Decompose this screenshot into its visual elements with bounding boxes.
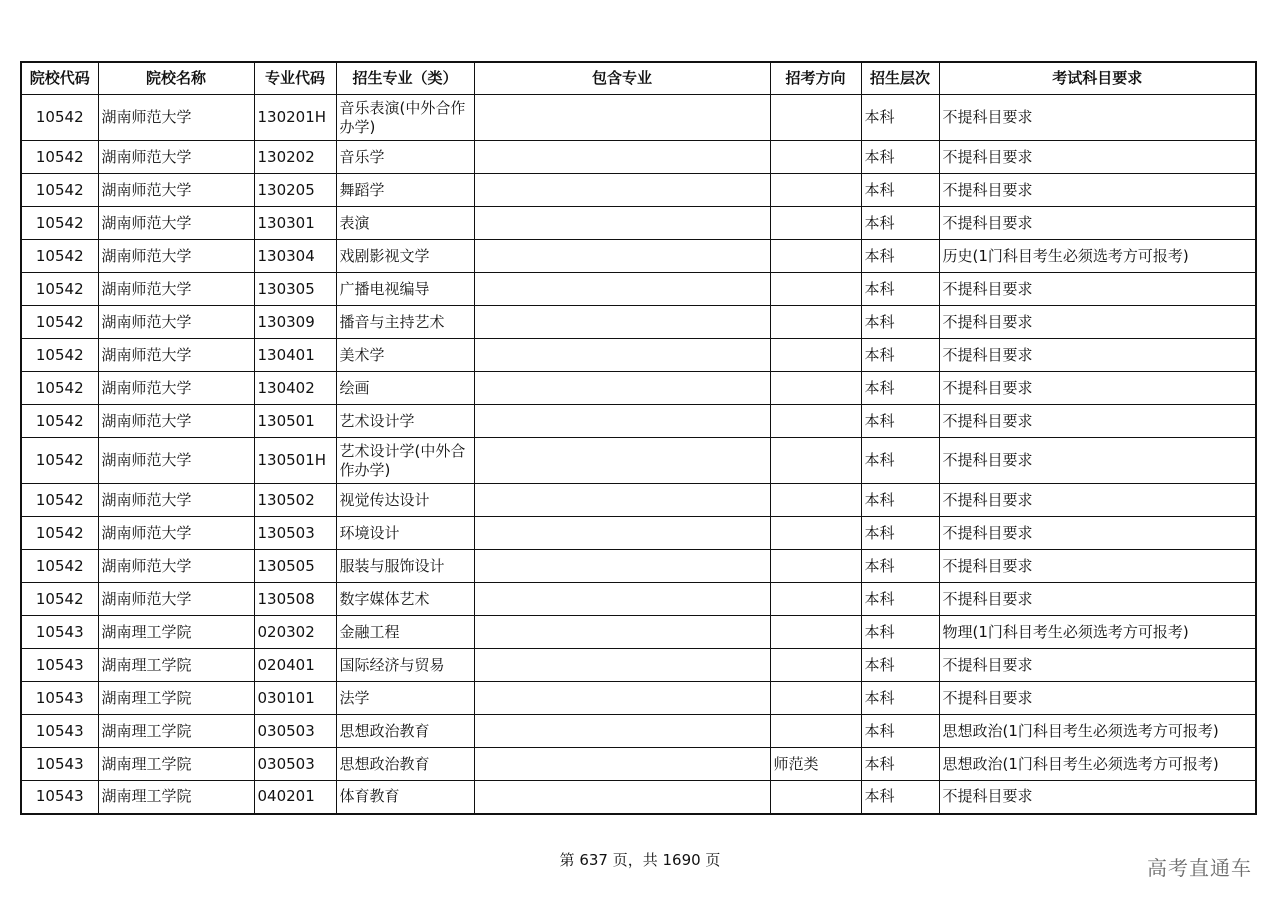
cell-subject-requirement: 不提科目要求 [939, 438, 1256, 484]
cell-major: 思想政治教育 [336, 715, 474, 748]
cell-major: 国际经济与贸易 [336, 649, 474, 682]
cell-school-code: 10542 [21, 339, 98, 372]
cell-subject-requirement: 不提科目要求 [939, 781, 1256, 814]
cell-subject-requirement: 不提科目要求 [939, 141, 1256, 174]
table-row [21, 438, 1256, 484]
header-included-majors: 包含专业 [474, 62, 770, 95]
table-row [21, 550, 1256, 583]
cell-direction [770, 306, 861, 339]
cell-level: 本科 [861, 405, 939, 438]
cell-school-code: 10542 [21, 484, 98, 517]
cell-school-name: 湖南理工学院 [98, 748, 254, 781]
cell-school-code: 10543 [21, 682, 98, 715]
cell-level: 本科 [861, 748, 939, 781]
cell-direction [770, 405, 861, 438]
cell-included-majors [474, 781, 770, 814]
header-school-name: 院校名称 [98, 62, 254, 95]
cell-included-majors [474, 517, 770, 550]
cell-major: 视觉传达设计 [336, 484, 474, 517]
cell-school-name: 湖南师范大学 [98, 141, 254, 174]
cell-included-majors [474, 141, 770, 174]
cell-subject-requirement: 不提科目要求 [939, 174, 1256, 207]
cell-subject-requirement: 不提科目要求 [939, 306, 1256, 339]
cell-school-code: 10542 [21, 550, 98, 583]
cell-major-code: 040201 [254, 781, 336, 814]
cell-school-code: 10542 [21, 174, 98, 207]
cell-subject-requirement: 不提科目要求 [939, 95, 1256, 141]
cell-included-majors [474, 484, 770, 517]
cell-level: 本科 [861, 240, 939, 273]
cell-included-majors [474, 405, 770, 438]
table-row [21, 141, 1256, 174]
cell-level: 本科 [861, 616, 939, 649]
table-row [21, 583, 1256, 616]
cell-major: 环境设计 [336, 517, 474, 550]
table-row [21, 748, 1256, 781]
cell-school-code: 10542 [21, 240, 98, 273]
cell-major-code: 030503 [254, 748, 336, 781]
cell-school-name: 湖南师范大学 [98, 306, 254, 339]
table-row [21, 649, 1256, 682]
cell-school-code: 10543 [21, 649, 98, 682]
cell-direction [770, 339, 861, 372]
cell-school-code: 10543 [21, 616, 98, 649]
cell-subject-requirement: 物理(1门科目考生必须选考方可报考) [939, 616, 1256, 649]
cell-school-code: 10543 [21, 748, 98, 781]
cell-school-name: 湖南师范大学 [98, 372, 254, 405]
table-header-row [21, 62, 1256, 95]
table-row [21, 484, 1256, 517]
header-direction: 招考方向 [770, 62, 861, 95]
cell-included-majors [474, 273, 770, 306]
cell-included-majors [474, 207, 770, 240]
table-row [21, 517, 1256, 550]
cell-included-majors [474, 748, 770, 781]
cell-subject-requirement: 思想政治(1门科目考生必须选考方可报考) [939, 748, 1256, 781]
cell-level: 本科 [861, 141, 939, 174]
cell-school-name: 湖南师范大学 [98, 484, 254, 517]
cell-subject-requirement: 不提科目要求 [939, 517, 1256, 550]
table-row [21, 405, 1256, 438]
cell-major: 音乐表演(中外合作办学) [336, 95, 474, 141]
cell-subject-requirement: 不提科目要求 [939, 649, 1256, 682]
cell-major: 音乐学 [336, 141, 474, 174]
table-row [21, 682, 1256, 715]
cell-included-majors [474, 583, 770, 616]
cell-included-majors [474, 306, 770, 339]
table-row [21, 306, 1256, 339]
cell-major-code: 130505 [254, 550, 336, 583]
cell-subject-requirement: 不提科目要求 [939, 207, 1256, 240]
cell-subject-requirement: 不提科目要求 [939, 484, 1256, 517]
cell-subject-requirement: 不提科目要求 [939, 273, 1256, 306]
cell-included-majors [474, 438, 770, 484]
cell-school-code: 10543 [21, 781, 98, 814]
cell-school-code: 10542 [21, 273, 98, 306]
cell-included-majors [474, 240, 770, 273]
cell-included-majors [474, 616, 770, 649]
cell-school-name: 湖南理工学院 [98, 715, 254, 748]
cell-major: 金融工程 [336, 616, 474, 649]
cell-direction [770, 372, 861, 405]
cell-school-name: 湖南师范大学 [98, 174, 254, 207]
cell-school-code: 10542 [21, 306, 98, 339]
cell-major: 广播电视编导 [336, 273, 474, 306]
cell-major-code: 130502 [254, 484, 336, 517]
table-row [21, 207, 1256, 240]
cell-subject-requirement: 不提科目要求 [939, 583, 1256, 616]
cell-level: 本科 [861, 715, 939, 748]
cell-school-code: 10542 [21, 405, 98, 438]
cell-direction [770, 273, 861, 306]
cell-school-name: 湖南师范大学 [98, 240, 254, 273]
cell-major-code: 130503 [254, 517, 336, 550]
cell-major: 舞蹈学 [336, 174, 474, 207]
cell-school-code: 10542 [21, 372, 98, 405]
table-row [21, 339, 1256, 372]
cell-school-name: 湖南师范大学 [98, 550, 254, 583]
cell-level: 本科 [861, 273, 939, 306]
cell-included-majors [474, 649, 770, 682]
cell-subject-requirement: 不提科目要求 [939, 550, 1256, 583]
cell-level: 本科 [861, 484, 939, 517]
cell-major: 表演 [336, 207, 474, 240]
cell-major-code: 130304 [254, 240, 336, 273]
cell-school-name: 湖南师范大学 [98, 339, 254, 372]
cell-school-code: 10542 [21, 141, 98, 174]
cell-level: 本科 [861, 174, 939, 207]
admission-table [20, 61, 1257, 815]
cell-major-code: 130402 [254, 372, 336, 405]
table-row [21, 95, 1256, 141]
cell-level: 本科 [861, 682, 939, 715]
cell-school-code: 10542 [21, 517, 98, 550]
cell-school-name: 湖南理工学院 [98, 781, 254, 814]
cell-major: 播音与主持艺术 [336, 306, 474, 339]
cell-direction [770, 438, 861, 484]
cell-direction [770, 95, 861, 141]
cell-included-majors [474, 95, 770, 141]
cell-direction [770, 207, 861, 240]
cell-school-name: 湖南师范大学 [98, 438, 254, 484]
cell-major-code: 130301 [254, 207, 336, 240]
cell-major: 戏剧影视文学 [336, 240, 474, 273]
cell-level: 本科 [861, 550, 939, 583]
cell-school-code: 10542 [21, 95, 98, 141]
cell-major-code: 130201H [254, 95, 336, 141]
cell-school-name: 湖南师范大学 [98, 273, 254, 306]
table-row [21, 174, 1256, 207]
cell-major-code: 030101 [254, 682, 336, 715]
cell-level: 本科 [861, 781, 939, 814]
cell-school-name: 湖南理工学院 [98, 616, 254, 649]
cell-direction [770, 550, 861, 583]
cell-school-name: 湖南师范大学 [98, 583, 254, 616]
cell-subject-requirement: 不提科目要求 [939, 682, 1256, 715]
cell-direction [770, 715, 861, 748]
cell-level: 本科 [861, 517, 939, 550]
cell-direction [770, 174, 861, 207]
cell-school-name: 湖南理工学院 [98, 682, 254, 715]
cell-direction [770, 682, 861, 715]
cell-subject-requirement: 思想政治(1门科目考生必须选考方可报考) [939, 715, 1256, 748]
cell-major-code: 130305 [254, 273, 336, 306]
cell-included-majors [474, 174, 770, 207]
table-row [21, 715, 1256, 748]
cell-subject-requirement: 不提科目要求 [939, 405, 1256, 438]
cell-major-code: 130401 [254, 339, 336, 372]
header-school-code: 院校代码 [21, 62, 98, 95]
cell-level: 本科 [861, 649, 939, 682]
cell-direction [770, 649, 861, 682]
table-row [21, 273, 1256, 306]
cell-major-code: 020401 [254, 649, 336, 682]
cell-direction [770, 517, 861, 550]
cell-major-code: 130309 [254, 306, 336, 339]
cell-direction [770, 141, 861, 174]
cell-direction: 师范类 [770, 748, 861, 781]
cell-level: 本科 [861, 207, 939, 240]
cell-included-majors [474, 339, 770, 372]
cell-school-code: 10542 [21, 583, 98, 616]
cell-major: 艺术设计学 [336, 405, 474, 438]
cell-subject-requirement: 不提科目要求 [939, 339, 1256, 372]
cell-school-code: 10542 [21, 438, 98, 484]
cell-level: 本科 [861, 95, 939, 141]
cell-school-name: 湖南师范大学 [98, 207, 254, 240]
table-row [21, 372, 1256, 405]
table-body [21, 95, 1256, 814]
cell-school-code: 10543 [21, 715, 98, 748]
cell-level: 本科 [861, 306, 939, 339]
header-level: 招生层次 [861, 62, 939, 95]
cell-major: 法学 [336, 682, 474, 715]
cell-school-code: 10542 [21, 207, 98, 240]
cell-school-name: 湖南师范大学 [98, 517, 254, 550]
cell-major-code: 130508 [254, 583, 336, 616]
cell-direction [770, 616, 861, 649]
cell-major-code: 020302 [254, 616, 336, 649]
cell-major-code: 130202 [254, 141, 336, 174]
cell-direction [770, 781, 861, 814]
cell-included-majors [474, 372, 770, 405]
cell-major: 体育教育 [336, 781, 474, 814]
cell-included-majors [474, 715, 770, 748]
cell-major: 服装与服饰设计 [336, 550, 474, 583]
table-row [21, 240, 1256, 273]
cell-major-code: 130501 [254, 405, 336, 438]
cell-school-name: 湖南理工学院 [98, 649, 254, 682]
cell-major-code: 030503 [254, 715, 336, 748]
cell-included-majors [474, 682, 770, 715]
cell-major: 思想政治教育 [336, 748, 474, 781]
cell-level: 本科 [861, 372, 939, 405]
header-subject-requirement: 考试科目要求 [939, 62, 1256, 95]
cell-direction [770, 484, 861, 517]
cell-major: 数字媒体艺术 [336, 583, 474, 616]
cell-major-code: 130205 [254, 174, 336, 207]
table-row [21, 781, 1256, 814]
cell-major-code: 130501H [254, 438, 336, 484]
cell-major: 绘画 [336, 372, 474, 405]
cell-subject-requirement: 历史(1门科目考生必须选考方可报考) [939, 240, 1256, 273]
header-major: 招生专业（类） [336, 62, 474, 95]
watermark-text: 高考直通车 [1147, 856, 1252, 880]
cell-direction [770, 240, 861, 273]
cell-direction [770, 583, 861, 616]
cell-school-name: 湖南师范大学 [98, 95, 254, 141]
cell-subject-requirement: 不提科目要求 [939, 372, 1256, 405]
cell-level: 本科 [861, 583, 939, 616]
page-number: 第 637 页，共 1690 页 [559, 851, 721, 869]
cell-major: 美术学 [336, 339, 474, 372]
cell-included-majors [474, 550, 770, 583]
cell-level: 本科 [861, 339, 939, 372]
table-row [21, 616, 1256, 649]
header-major-code: 专业代码 [254, 62, 336, 95]
cell-level: 本科 [861, 438, 939, 484]
cell-major: 艺术设计学(中外合作办学) [336, 438, 474, 484]
cell-school-name: 湖南师范大学 [98, 405, 254, 438]
